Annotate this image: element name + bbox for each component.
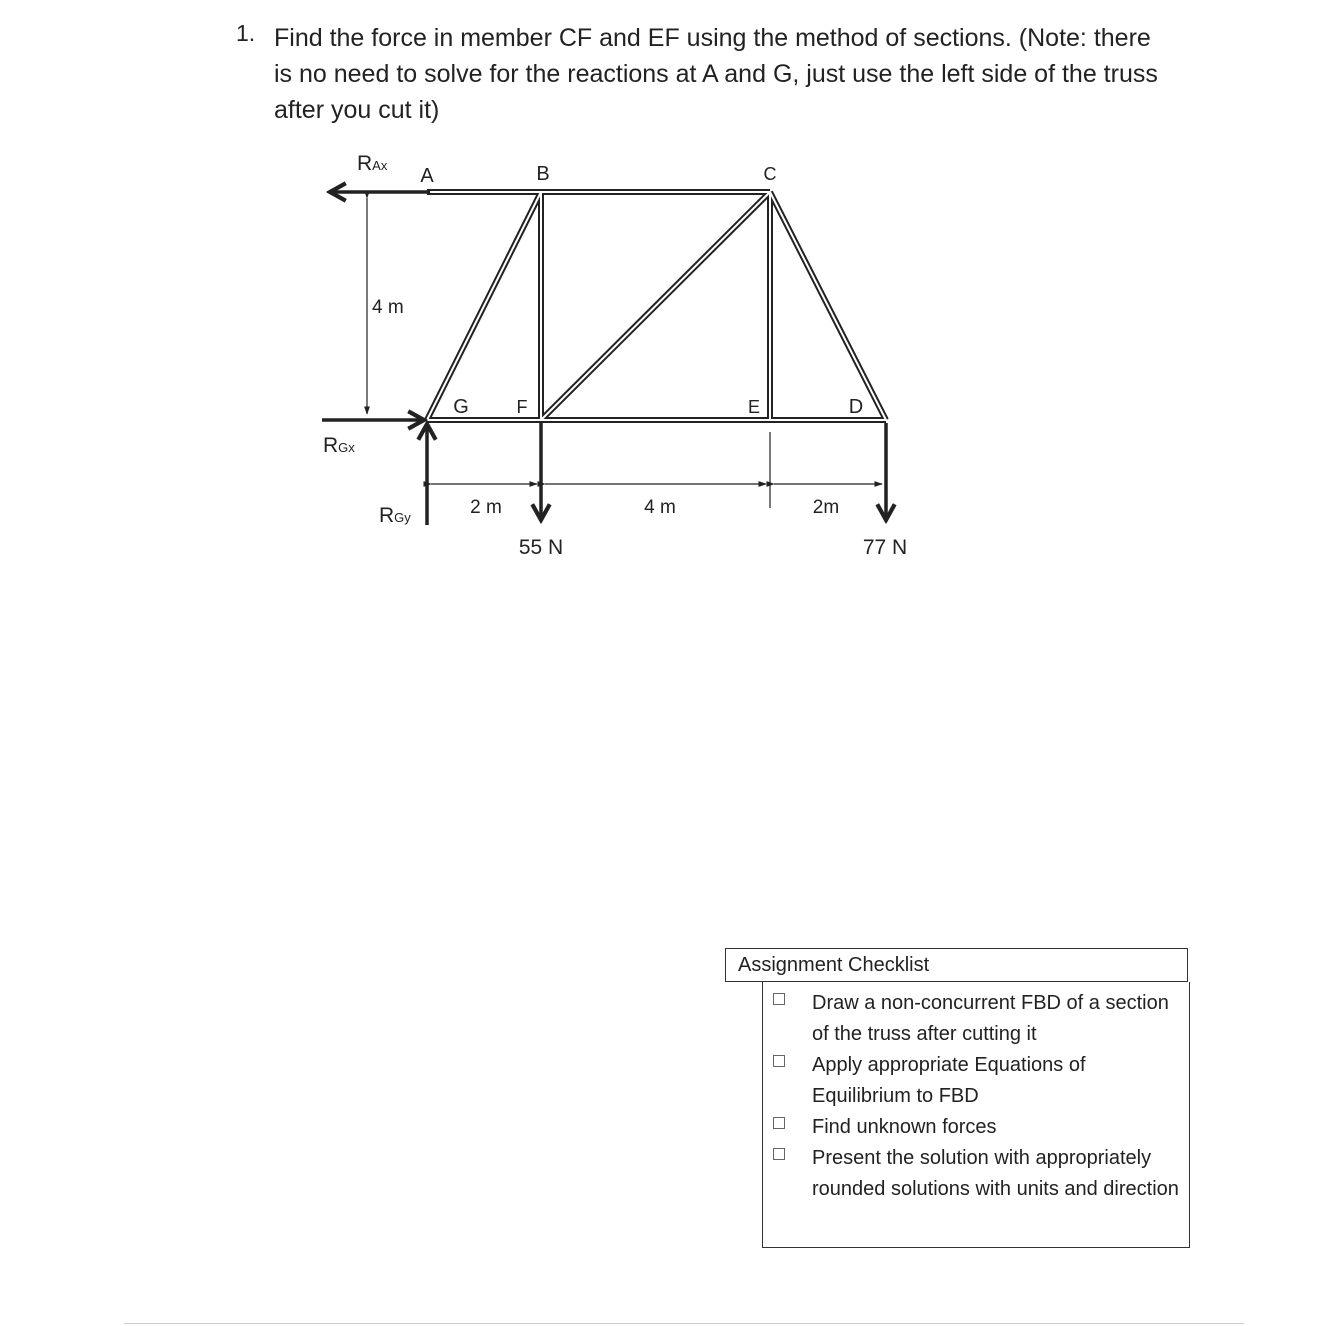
rgx-label: RGx [323,434,355,457]
assignment-checklist [725,948,1190,1248]
node-label-a: A [420,165,434,187]
checklist-title: Assignment Checklist [738,954,930,976]
f-load-label: 55 N [518,536,564,559]
node-label-g: G [453,396,469,418]
d-load-label: 77 N [862,536,908,559]
checklist-item-label: Apply appropriate Equations of Equilibrium to FBD [812,1054,1086,1107]
node-label-c: C [763,164,777,184]
checkbox[interactable] [773,1148,785,1160]
checklist-body [762,982,1190,1248]
rax-label: RAx [357,152,388,175]
truss-members [427,192,886,420]
height-dimension-label: 4 m [372,297,404,318]
checklist-item-label: Present the solution with appropriately rounded solutions with units and direction [812,1147,1179,1200]
checklist-item-label: Draw a non-concurrent FBD of a section of the truss after cutting it [812,992,1169,1045]
rgy-label: RGy [379,504,411,527]
checklist-header [725,948,1188,982]
problem-text: Find the force in member CF and EF using the method of sections. (Note: there is no need to solve for the reactions at A and G, just use the left side of the truss after you cut it) [274,24,1158,124]
checkbox[interactable] [773,1055,785,1067]
problem-number: 1. [236,20,256,46]
node-label-f: F [516,397,528,417]
checkbox[interactable] [773,1117,785,1129]
node-label-e: E [747,397,761,417]
checklist-item-label: Find unknown forces [812,1116,997,1138]
gf-dimension-label: 2 m [470,497,502,518]
fe-dimension-label: 4 m [644,497,676,518]
page-bottom-rule [124,1323,1244,1324]
checkbox[interactable] [773,993,785,1005]
node-label-d: D [848,396,864,418]
node-label-b: B [536,163,550,185]
ed-dimension-label: 2m [812,497,840,518]
